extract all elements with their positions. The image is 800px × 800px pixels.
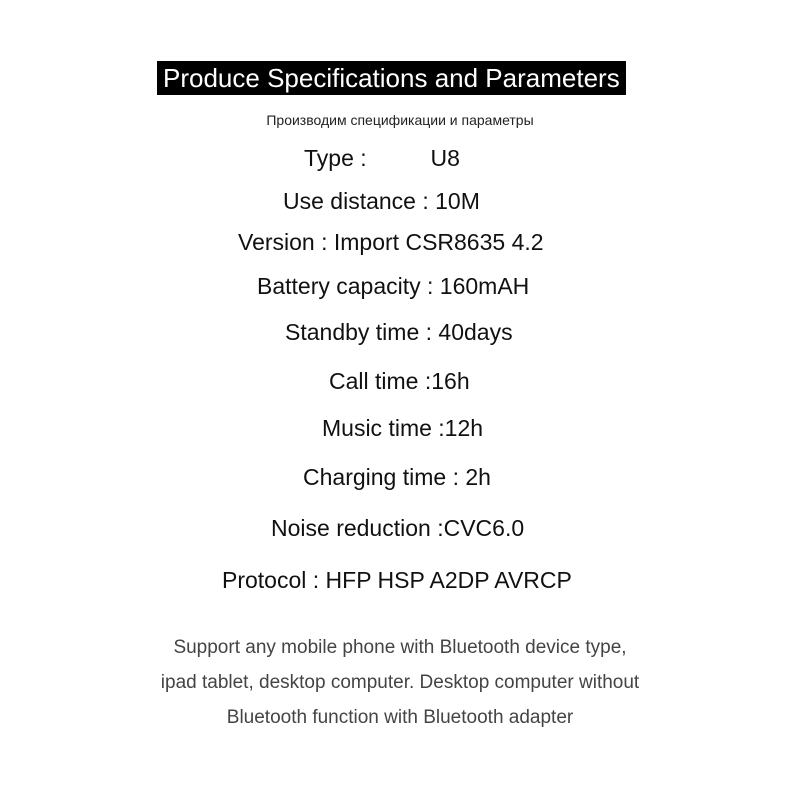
spec-charging-time: Charging time : 2h	[303, 464, 491, 490]
spec-call-time: Call time :16h	[329, 368, 470, 394]
spec-standby-time: Standby time : 40days	[285, 319, 513, 345]
spec-protocol: Protocol : HFP HSP A2DP AVRCP	[222, 567, 572, 593]
compatibility-line-1: Support any mobile phone with Bluetooth device type,	[173, 637, 627, 658]
page-subtitle: Производим спецификации и параметры	[266, 112, 534, 128]
compatibility-line-2: ipad tablet, desktop computer. Desktop computer without	[160, 672, 640, 693]
spec-use-distance: Use distance : 10M	[283, 188, 480, 214]
spec-version: Version : Import CSR8635 4.2	[238, 229, 544, 255]
spec-noise-reduction: Noise reduction :CVC6.0	[271, 515, 525, 541]
spec-music-time: Music time :12h	[322, 415, 484, 441]
spec-type: Type : U8	[304, 145, 460, 171]
compatibility-note	[0, 630, 800, 735]
spec-battery-capacity: Battery capacity : 160mAH	[257, 273, 530, 299]
page-title: Produce Specifications and Parameters	[157, 61, 626, 95]
compatibility-line-3: Bluetooth function with Bluetooth adapter	[226, 707, 574, 728]
